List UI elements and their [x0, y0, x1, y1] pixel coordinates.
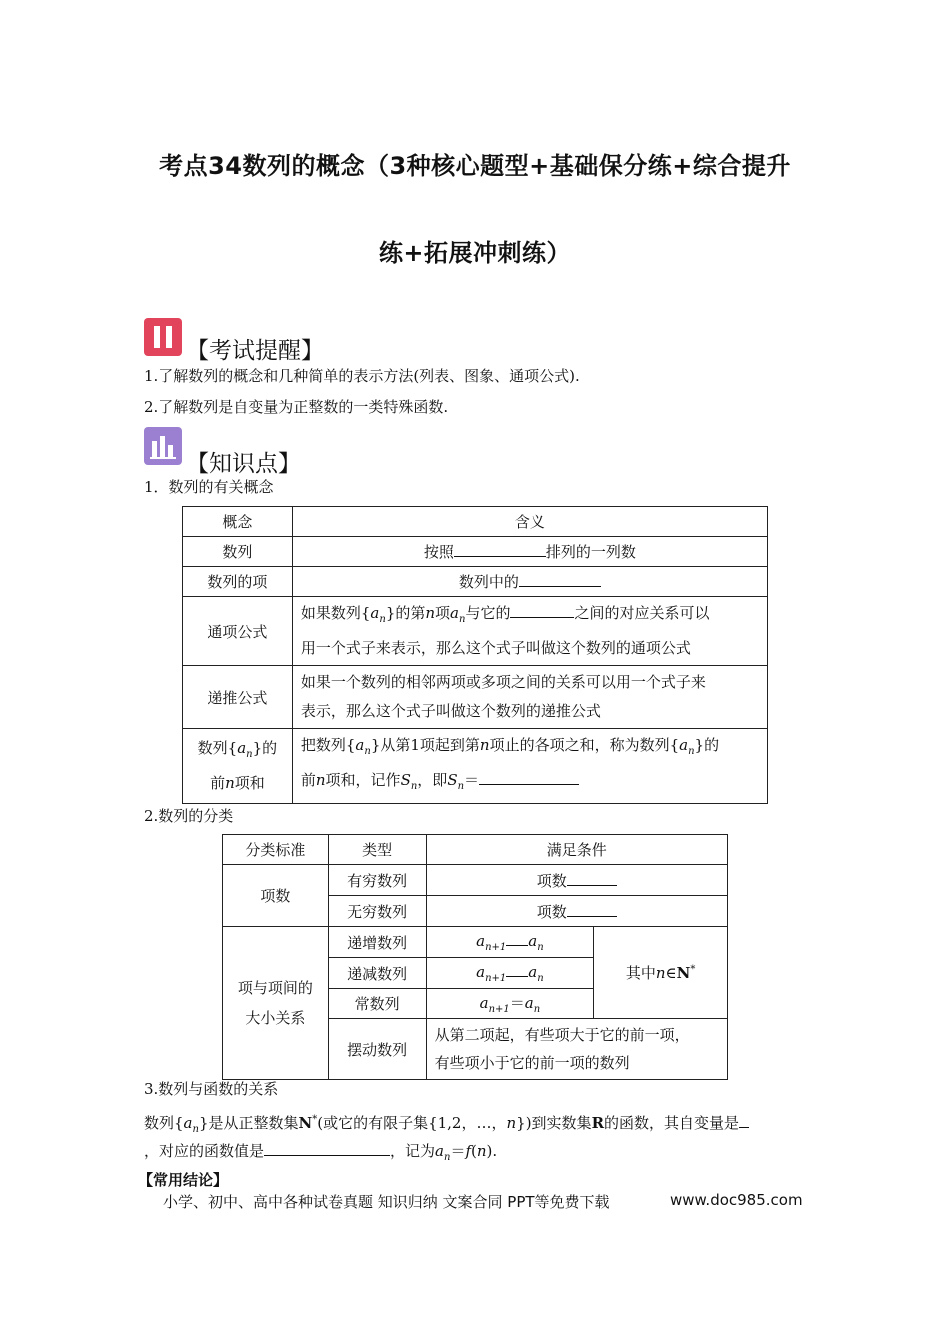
table-header: 类型	[328, 835, 426, 865]
type-cell: 常数列	[328, 989, 426, 1019]
table-row	[183, 567, 768, 597]
meaning-cell: 把数列$\{a_n\}$从第1项起到第n项止的各项之和，称为数列$\{a_n\}$的 前n项和，记作$S_n$，即$S_n=$	[292, 729, 767, 804]
concept-cell: 数列的项	[183, 567, 293, 597]
condition-cell: $a_{n+1}$ $a_n$	[426, 927, 594, 958]
fill-blank	[264, 1141, 390, 1156]
meaning-cell: 如果一个数列的相邻两项或多项之间的关系可以用一个式子来 表示，那么这个式子叫做这个数列的递推公式	[292, 666, 767, 729]
footer-website-link[interactable]: www.doc985.com	[670, 1191, 803, 1209]
table-row	[223, 865, 728, 896]
fill-blank	[506, 962, 528, 977]
footer-text: 小学、初中、高中各种试卷真题 知识归纳 文案合同 PPT等免费下载	[163, 1193, 610, 1211]
type-cell: 摆动数列	[328, 1019, 426, 1080]
note-cell: 其中n∈N*	[594, 927, 728, 1019]
table-header: 分类标准	[223, 835, 329, 865]
subsection-3: 3.数列与函数的关系	[144, 1080, 279, 1098]
type-cell: 递增数列	[328, 927, 426, 958]
relation-line-1: 数列$\{a_n\}$是从正整数集N*(或它的有限子集{1,2，…，n})到实数集R的函数，其自变量是	[144, 1110, 749, 1140]
exam-tip-2: 2.了解数列是自变量为正整数的一类特殊函数.	[144, 398, 449, 416]
criterion-cell: 项数	[223, 865, 329, 927]
fill-blank	[519, 572, 601, 587]
condition-cell: 项数	[426, 865, 727, 896]
page-title-line2: 练+拓展冲刺练）	[378, 239, 572, 267]
fill-blank	[567, 871, 617, 886]
meaning-cell: 按照 排列的一列数	[292, 537, 767, 567]
fill-blank	[567, 902, 617, 917]
criterion-cell: 项与项间的 大小关系	[223, 927, 329, 1080]
classification-table	[222, 834, 728, 1080]
table-header: 满足条件	[426, 835, 727, 865]
pause-icon	[144, 318, 182, 356]
bar-chart-icon	[144, 427, 182, 465]
table-header-row	[223, 835, 728, 865]
page-title-line1: 考点34数列的概念（3种核心题型+基础保分练+综合提升	[159, 152, 791, 180]
table-row	[183, 666, 768, 729]
table-header-row	[183, 507, 768, 537]
type-cell: 递减数列	[328, 958, 426, 989]
table-header: 含义	[292, 507, 767, 537]
concept-cell: 递推公式	[183, 666, 293, 729]
table-row	[183, 597, 768, 666]
concept-table	[182, 506, 768, 804]
condition-cell: 从第二项起，有些项大于它的前一项， 有些项小于它的前一项的数列	[426, 1019, 727, 1080]
table-header: 概念	[183, 507, 293, 537]
fill-blank	[479, 770, 579, 785]
concept-cell: 通项公式	[183, 597, 293, 666]
fill-blank	[510, 603, 574, 618]
fill-blank	[506, 931, 528, 946]
type-cell: 无穷数列	[328, 896, 426, 927]
fill-blank	[454, 542, 546, 557]
subsection-2: 2.数列的分类	[144, 807, 234, 825]
table-row	[183, 729, 768, 804]
knowledge-heading: 【知识点】	[186, 451, 301, 477]
table-row	[223, 927, 728, 958]
exam-tips-heading: 【考试提醒】	[186, 338, 324, 364]
condition-cell: $a_{n+1}=a_n$	[426, 989, 594, 1019]
concept-cell: 数列$\{a_n\}$的 前n项和	[183, 729, 293, 804]
type-cell: 有穷数列	[328, 865, 426, 896]
subsection-1: 1．数列的有关概念	[144, 478, 274, 496]
condition-cell: $a_{n+1}$ $a_n$	[426, 958, 594, 989]
relation-line-2: ，对应的函数值是 ，记为$a_n=f(n)$.	[144, 1142, 498, 1163]
meaning-cell: 数列中的	[292, 567, 767, 597]
condition-cell: 项数	[426, 896, 727, 927]
table-row	[183, 537, 768, 567]
fill-blank	[739, 1113, 749, 1128]
meaning-cell: 如果数列$\{a_n\}$的第n项$a_n$与它的 之间的对应关系可以 用一个式子来表示，那么这个式子叫做这个数列的通项公式	[292, 597, 767, 666]
common-conclusions-heading: 【常用结论】	[138, 1171, 229, 1189]
exam-tip-1: 1.了解数列的概念和几种简单的表示方法(列表、图象、通项公式).	[144, 367, 580, 385]
concept-cell: 数列	[183, 537, 293, 567]
